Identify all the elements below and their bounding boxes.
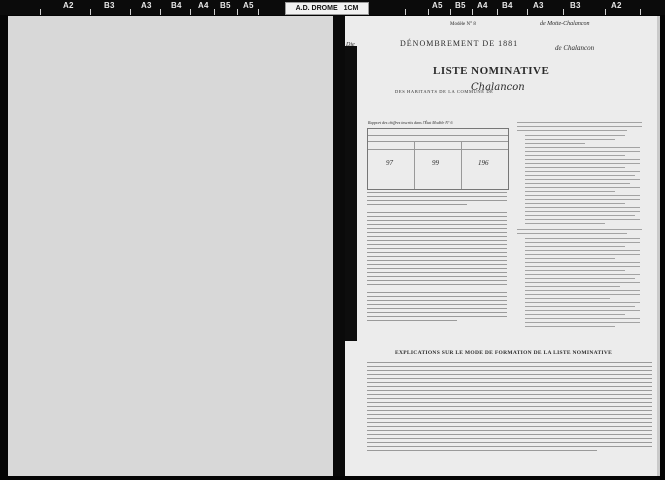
archive-label: A.D. DROME bbox=[295, 5, 338, 12]
ruler-tick bbox=[450, 9, 451, 15]
ruler-tick bbox=[527, 9, 528, 15]
ruler-tick bbox=[40, 9, 41, 15]
coord-label: B4 bbox=[171, 1, 182, 10]
coord-label: A5 bbox=[243, 1, 254, 10]
right-page bbox=[345, 16, 660, 476]
ruler-tick bbox=[563, 9, 564, 15]
coord-label: B5 bbox=[220, 1, 231, 10]
district-note: de Motte-Chalancon bbox=[540, 21, 590, 27]
ruler-tick bbox=[640, 9, 641, 15]
scale-label: 1CM bbox=[343, 5, 359, 12]
table-rule bbox=[368, 135, 508, 136]
ruler-tick bbox=[258, 9, 259, 15]
coord-label: B3 bbox=[570, 1, 581, 10]
ruler-tick bbox=[130, 9, 131, 15]
ruler-tick bbox=[237, 9, 238, 15]
coord-label: A3 bbox=[533, 1, 544, 10]
commune-note: de Chalancon bbox=[555, 44, 595, 52]
left-page bbox=[8, 16, 333, 476]
ruler-tick bbox=[190, 9, 191, 15]
table-rule bbox=[461, 141, 462, 189]
model-number: Modèle N° 8 bbox=[450, 22, 476, 27]
ruler-tick bbox=[160, 9, 161, 15]
ruler-tick bbox=[214, 9, 215, 15]
table-rule bbox=[368, 141, 508, 142]
table-rule bbox=[414, 141, 415, 189]
coord-label: A4 bbox=[477, 1, 488, 10]
corner-label: Die bbox=[346, 42, 355, 48]
ruler-tick bbox=[90, 9, 91, 15]
table-cell: 196 bbox=[478, 159, 489, 167]
table-rule bbox=[368, 149, 508, 150]
document-subtitle: LISTE NOMINATIVE bbox=[433, 65, 550, 77]
book-binding bbox=[333, 16, 345, 476]
table-caption: Rapport des chiffres inscrits dans l'État Modèle N° 6 bbox=[368, 120, 453, 125]
ruler-tick bbox=[497, 9, 498, 15]
ruler-tick bbox=[428, 9, 429, 15]
ruler-tick bbox=[605, 9, 606, 15]
commune-name: Chalancon bbox=[471, 82, 525, 93]
coordinate-strip bbox=[0, 0, 665, 15]
commune-line-label: DES HABITANTS DE LA COMMUNE DE bbox=[395, 89, 494, 94]
ruler-tick bbox=[472, 9, 473, 15]
archive-title-box bbox=[285, 2, 369, 15]
ruler-tick bbox=[405, 9, 406, 15]
coord-label: A4 bbox=[198, 1, 209, 10]
explanations-heading: EXPLICATIONS SUR LE MODE DE FORMATION DE LA LISTE NOMINATIVE bbox=[395, 350, 613, 356]
coord-label: B5 bbox=[455, 1, 466, 10]
population-table bbox=[367, 128, 509, 190]
coord-label: A5 bbox=[432, 1, 443, 10]
table-cell: 99 bbox=[432, 159, 439, 167]
table-cell: 97 bbox=[386, 159, 393, 167]
coord-label: A2 bbox=[611, 1, 622, 10]
black-margin-band bbox=[345, 46, 357, 341]
coord-label: B4 bbox=[502, 1, 513, 10]
page-edge bbox=[657, 16, 660, 476]
coord-label: A2 bbox=[63, 1, 74, 10]
document-title: DÉNOMBREMENT DE 1881 bbox=[400, 39, 519, 48]
coord-label: A3 bbox=[141, 1, 152, 10]
coord-label: B3 bbox=[104, 1, 115, 10]
